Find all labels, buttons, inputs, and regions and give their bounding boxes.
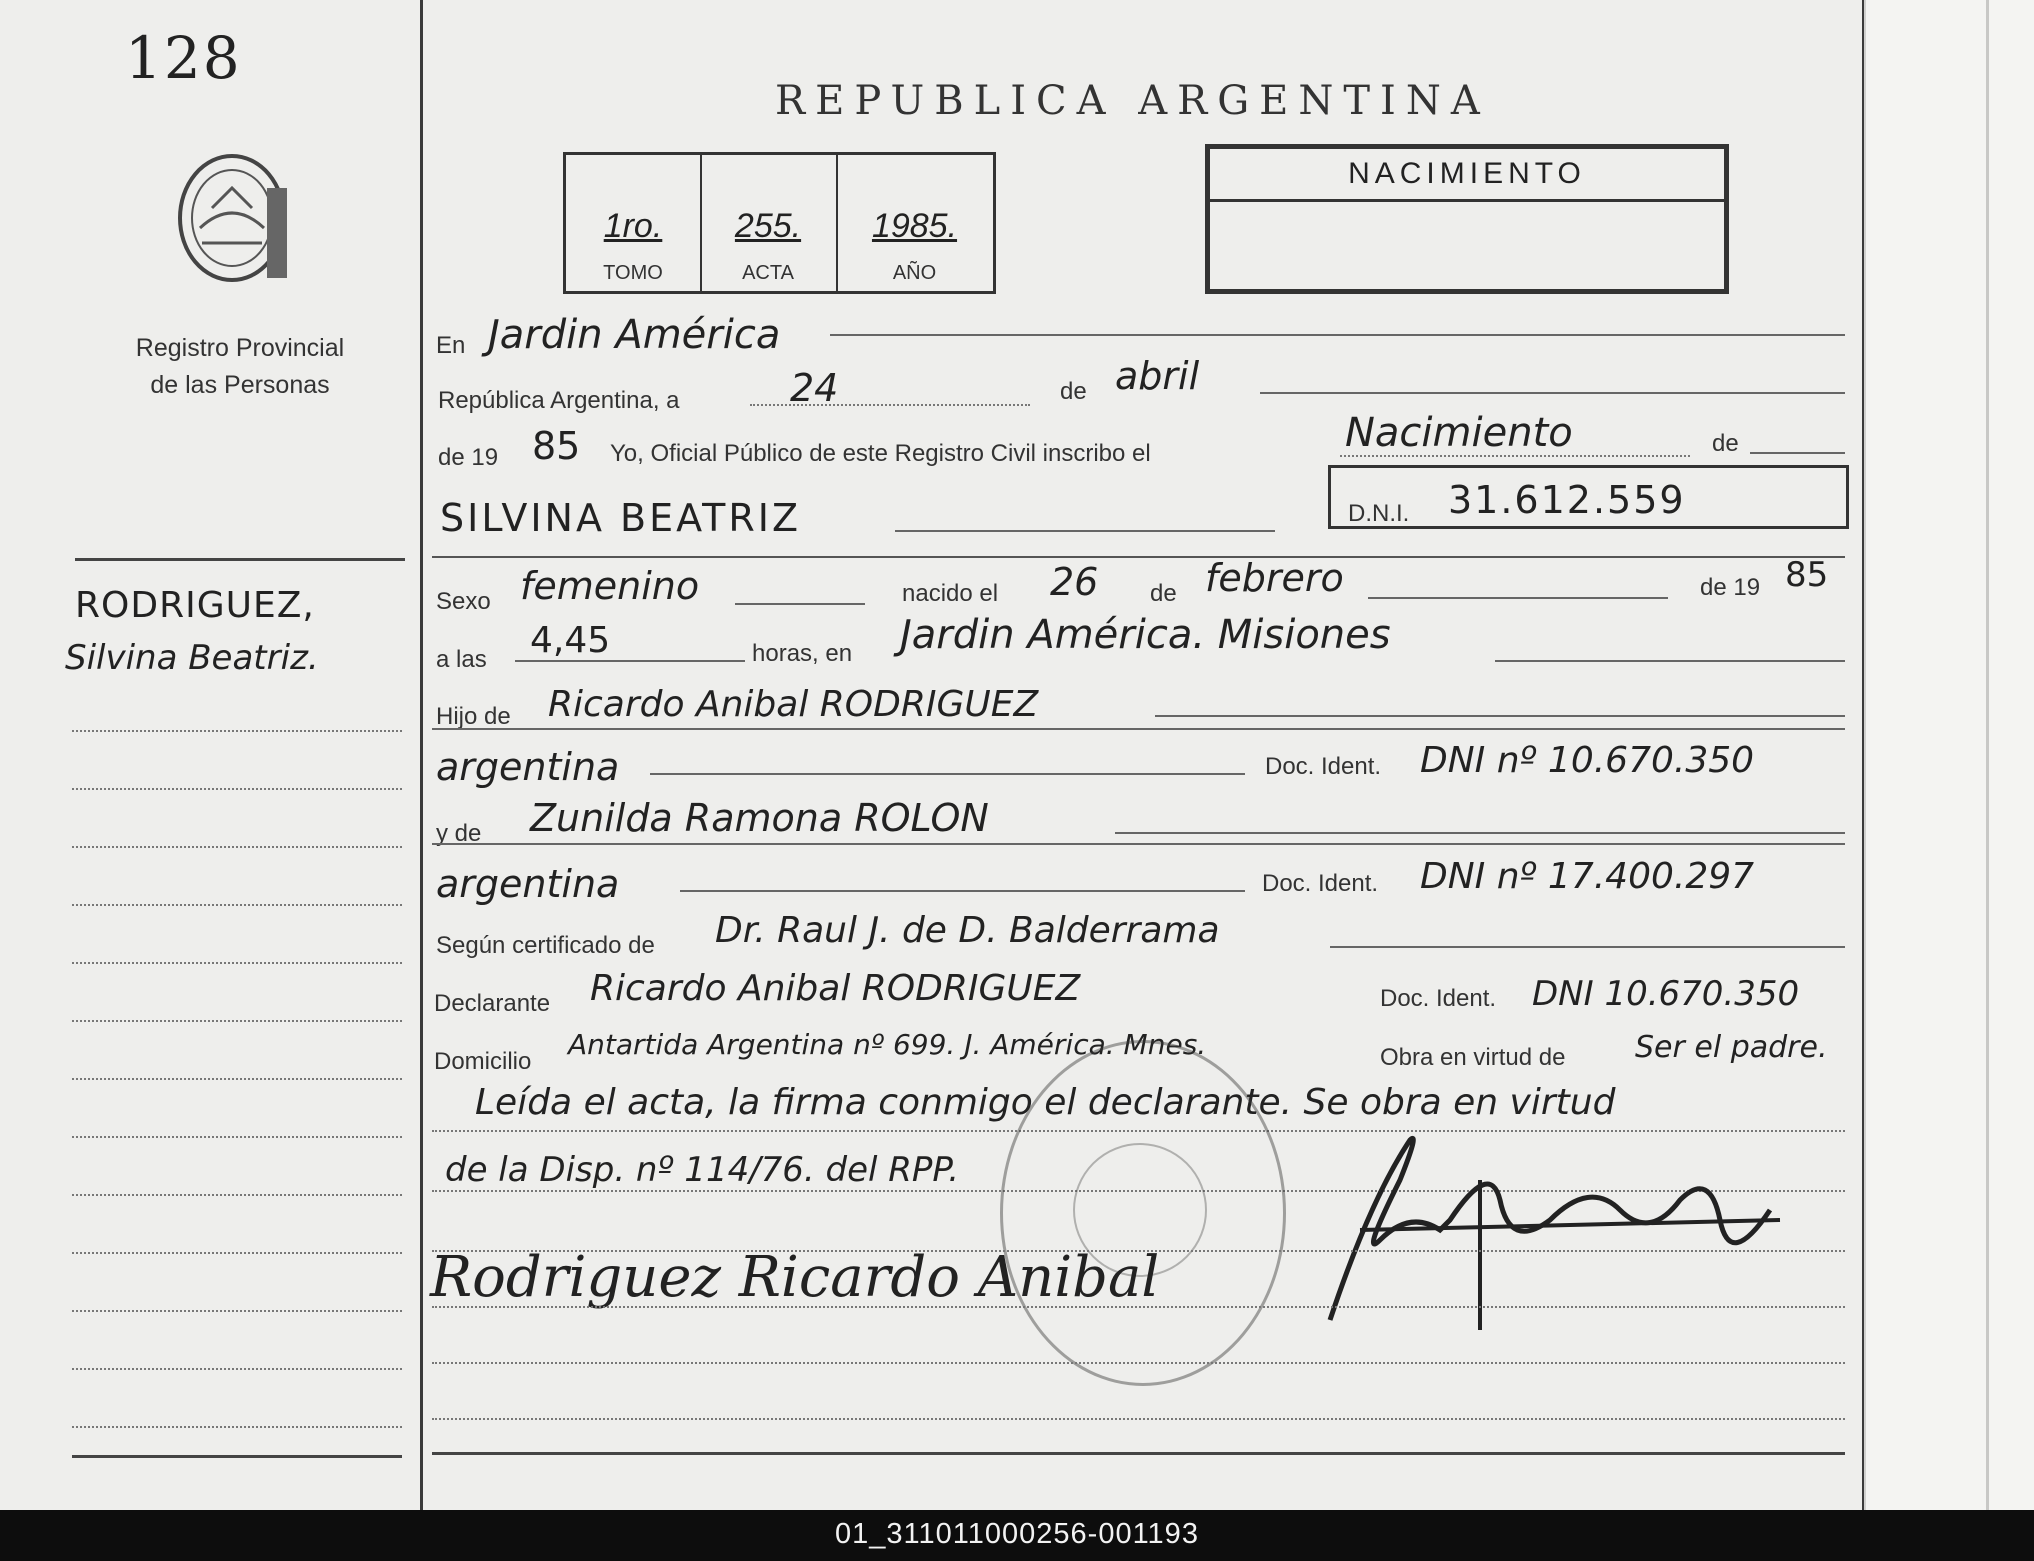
value-nota-2: de la Disp. nº 114/76. del RPP. <box>445 1150 960 1190</box>
label-declarante: Declarante <box>434 990 551 1017</box>
margin-note-surname: RODRIGUEZ, <box>75 585 315 626</box>
value-nombre: SILVINA BEATRIZ <box>440 496 802 540</box>
value-nac-dia: 26 <box>1050 560 1099 604</box>
label-doc-ident-1: Doc. Ident. <box>1265 753 1382 780</box>
anio-label: AÑO <box>892 262 937 284</box>
value-madre-nac: argentina <box>436 862 620 906</box>
label-hijo: Hijo de <box>436 703 511 730</box>
value-declarante: Ricardo Anibal RODRIGUEZ <box>590 968 1081 1009</box>
label-domicilio: Domicilio <box>434 1048 532 1075</box>
tomo-value: 1ro. <box>603 207 663 245</box>
label-a-las: a las <box>436 646 487 673</box>
document-title: REPUBLICA ARGENTINA <box>775 78 1490 124</box>
label-oficial: Yo, Oficial Público de este Registro Civil inscribo el <box>610 440 1151 467</box>
value-hecho: Nacimiento <box>1345 410 1573 456</box>
label-republica: República Argentina, a <box>438 387 680 414</box>
record-type-box <box>1205 144 1729 294</box>
registry-name-line2: de las Personas <box>150 371 330 399</box>
image-id: 01_311011000256-001193 <box>835 1518 1199 1550</box>
label-nacido: nacido el <box>902 580 999 607</box>
label-obra: Obra en virtud de <box>1380 1044 1566 1071</box>
label-segun: Según certificado de <box>436 932 655 959</box>
provincial-seal-icon <box>172 148 302 298</box>
label-de-end: de <box>1712 430 1739 457</box>
value-nac-anio: 85 <box>1785 555 1829 595</box>
value-declarante-doc: DNI 10.670.350 <box>1532 974 1800 1014</box>
signature-declarante: Rodriguez Ricardo Anibal <box>430 1245 1160 1310</box>
acta-value: 255. <box>734 207 802 245</box>
value-padre-nac: argentina <box>436 745 620 789</box>
label-de19-nac: de 19 <box>1700 574 1761 601</box>
value-lugar: Jardin América <box>488 312 781 358</box>
value-hora: 4,45 <box>530 620 611 661</box>
value-lugar-nac: Jardin América. Misiones <box>900 612 1391 658</box>
anio-value: 1985. <box>871 207 958 245</box>
label-y-de: y de <box>436 820 482 847</box>
label-en: En <box>436 332 466 359</box>
value-madre-doc: DNI nº 17.400.297 <box>1420 856 1755 897</box>
page-number: 128 <box>125 24 242 92</box>
label-de-nac-mes: de <box>1150 580 1177 607</box>
label-dni: D.N.I. <box>1348 500 1410 527</box>
acta-label: ACTA <box>742 262 794 284</box>
acta-reference-box <box>563 152 996 294</box>
margin-divider <box>420 0 423 1510</box>
value-nota-1: Leída el acta, la firma conmigo el declarante. Se obra en virtud <box>475 1082 1616 1123</box>
value-domicilio: Antartida Argentina nº 699. J. América. Mnes. <box>568 1028 1207 1061</box>
value-padre-doc: DNI nº 10.670.350 <box>1420 740 1755 781</box>
label-horas: horas, en <box>752 640 853 667</box>
tomo-label: TOMO <box>603 262 663 284</box>
label-sexo: Sexo <box>436 588 491 615</box>
registry-name <box>100 330 380 404</box>
signature-official-icon <box>1300 1120 1820 1330</box>
image-id-bar <box>0 1510 2034 1561</box>
anio-cell <box>836 155 993 291</box>
acta-cell <box>700 155 838 291</box>
label-doc-ident-3: Doc. Ident. <box>1380 985 1497 1012</box>
margin-note-name: Silvina Beatriz. <box>65 638 319 678</box>
value-obra: Ser el padre. <box>1635 1030 1828 1065</box>
value-anio: 85 <box>532 424 581 468</box>
value-dia: 24 <box>790 366 839 410</box>
value-dni: 31.612.559 <box>1448 478 1686 522</box>
registry-name-line1: Registro Provincial <box>135 334 345 362</box>
label-doc-ident-2: Doc. Ident. <box>1262 870 1379 897</box>
adjacent-page-edge <box>1864 0 2034 1510</box>
value-padre: Ricardo Anibal RODRIGUEZ <box>548 684 1039 725</box>
margin-column <box>0 0 420 1510</box>
value-medico: Dr. Raul J. de D. Balderrama <box>715 910 1220 951</box>
record-type: NACIMIENTO <box>1348 157 1586 190</box>
value-madre: Zunilda Ramona ROLON <box>530 796 989 840</box>
value-sexo: femenino <box>520 564 700 608</box>
label-de19: de 19 <box>438 444 499 471</box>
value-mes: abril <box>1115 354 1200 398</box>
official-stamp <box>1000 1040 1286 1386</box>
label-de-mes: de <box>1060 378 1087 405</box>
tomo-cell <box>566 155 702 291</box>
value-nac-mes: febrero <box>1205 556 1344 600</box>
